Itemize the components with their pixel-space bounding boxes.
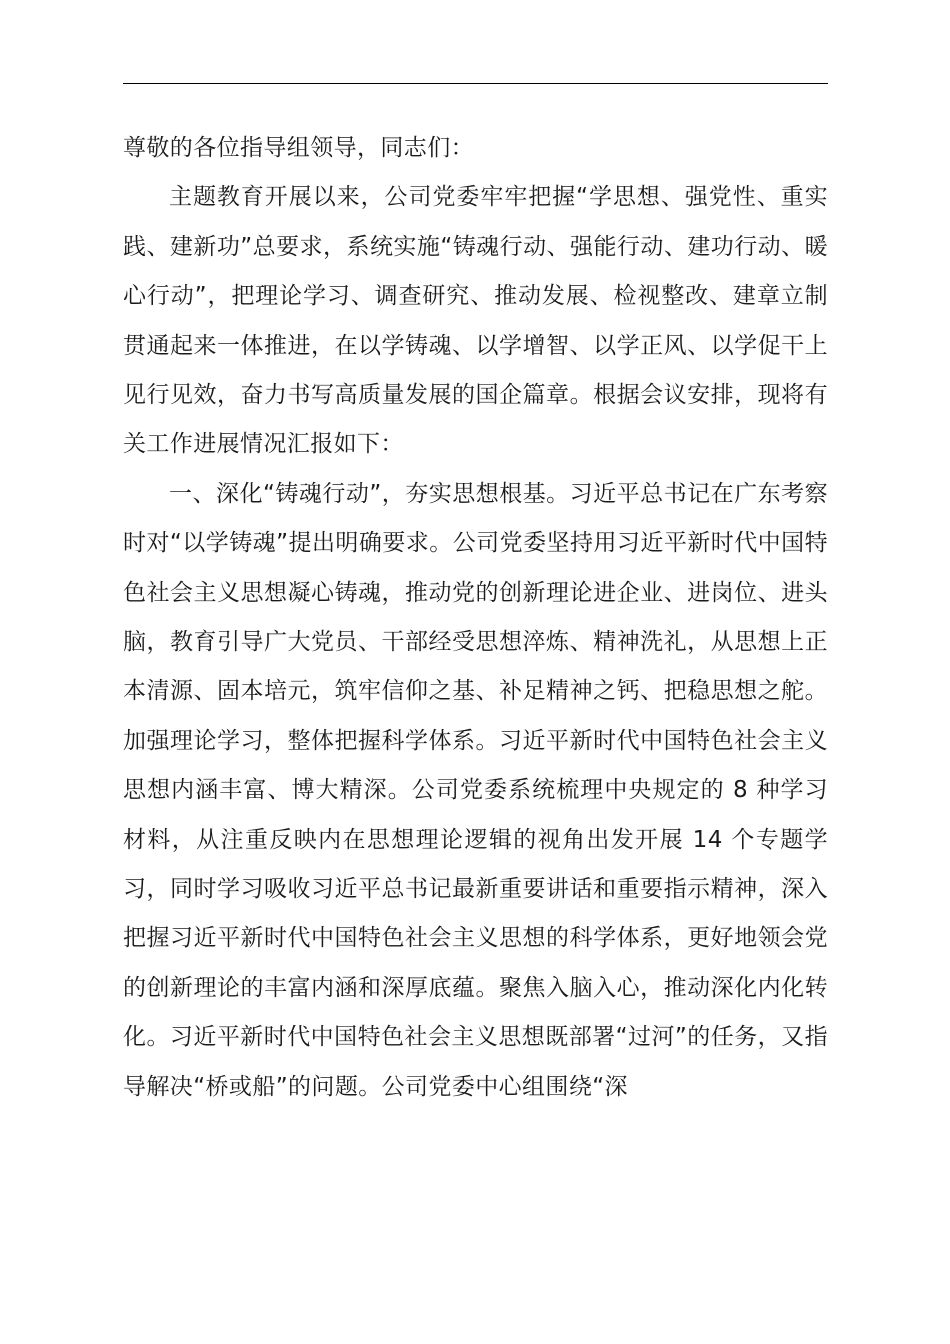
document-body (123, 124, 828, 1112)
greeting: 尊敬的各位指导组领导，同志们： (123, 135, 474, 161)
paragraph-section-one: 一、深化“铸魂行动”，夯实思想根基。习近平总书记在广东考察时对“以学铸魂”提出明确要求。公司党委坚持用习近平新时代中国特色社会主义思想凝心铸魂，推动党的创新理论进企业、进岗位、进头脑，教育引导广大党员、干部经受思想淬炼、精神洗礼，从思想上正本清源、固本培元，筑牢信仰之基、补足精神之钙、把稳思想之舵。加强理论学习，整体把握科学体系。习近平新时代中国特色社会主义思想内涵丰富、博大精深。公司党委系统梳理中央规定的 8 种学习材料，从注重反映内在思想理论逻辑的视角出发开展 14 个专题学习，同时学习吸收习近平总书记最新重要讲话和重要指示精神，深入把握习近平新时代中国特色社会主义思想的科学体系，更好地领会党的创新理论的丰富内涵和深厚底蕴。聚焦入脑入心，推动深化内化转化。习近平新时代中国特色社会主义思想既部署“过河”的任务，又指导解决“桥或船”的问题。公司党委中心组围绕“深 (123, 480, 828, 1100)
paragraph-intro: 主题教育开展以来，公司党委牢牢把握“学思想、强党性、重实践、建新功”总要求，系统实施“铸魂行动、强能行动、建功行动、暖心行动”，把理论学习、调查研究、推动发展、检视整改、建章立制贯通起来一体推进，在以学铸魂、以学增智、以学正风、以学促干上见行见效，奋力书写高质量发展的国企篇章。根据会议安排，现将有关工作进展情况汇报如下： (123, 184, 828, 458)
header-rule (123, 83, 828, 84)
